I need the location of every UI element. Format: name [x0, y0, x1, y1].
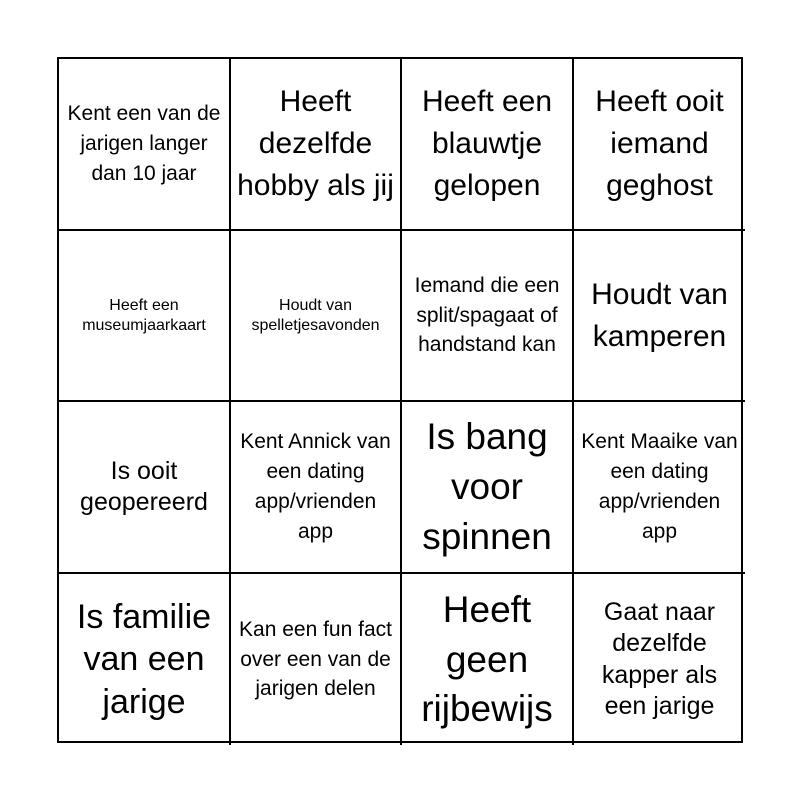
bingo-cell-text: Is familie van een jarige [76, 597, 212, 721]
bingo-cell-text: Houdt van kamperen [591, 277, 728, 353]
bingo-cell-text: Houdt van spelletjesavonden [251, 296, 380, 334]
bingo-cell[interactable] [402, 59, 574, 231]
bingo-cell[interactable] [59, 59, 231, 231]
bingo-cell[interactable] [574, 231, 745, 402]
bingo-cell[interactable] [231, 231, 402, 402]
bingo-cell[interactable] [59, 231, 231, 402]
bingo-cell-text: Heeft ooit iemand geghost [595, 85, 724, 202]
bingo-cell-text: Is ooit geopereerd [80, 456, 208, 516]
bingo-cell-text: Is bang voor spinnen [422, 416, 552, 557]
bingo-cell-text: Heeft dezelfde hobby als jij [237, 85, 394, 202]
bingo-cell-text: Kent een van de jarigen langer dan 10 jaar [67, 102, 221, 185]
bingo-cell[interactable] [231, 574, 402, 745]
bingo-card [57, 57, 743, 743]
bingo-cell-text: Kan een fun fact over een van de jarigen delen [239, 617, 392, 701]
bingo-cell[interactable] [574, 59, 745, 231]
bingo-cell-text: Iemand die een split/spagaat of handstand kan [414, 273, 560, 357]
bingo-cell[interactable] [231, 402, 402, 574]
bingo-cell-text: Kent Maaike van een dating app/vrienden app [581, 430, 738, 543]
bingo-cell[interactable] [574, 574, 745, 745]
bingo-cell[interactable] [59, 574, 231, 745]
bingo-cell-text: Gaat naar dezelfde kapper als een jarige [601, 598, 718, 720]
bingo-cell[interactable] [231, 59, 402, 231]
bingo-cell-text: Kent Annick van een dating app/vrienden app [240, 430, 391, 543]
bingo-cell[interactable] [402, 231, 574, 402]
bingo-cell[interactable] [402, 574, 574, 745]
bingo-cell-text: Heeft geen rijbewijs [421, 588, 553, 730]
bingo-cell[interactable] [402, 402, 574, 574]
bingo-cell[interactable] [59, 402, 231, 574]
bingo-cell-text: Heeft een blauwtje gelopen [421, 85, 553, 202]
bingo-cell-text: Heeft een museumjaarkaart [82, 296, 206, 334]
bingo-cell[interactable] [574, 402, 745, 574]
